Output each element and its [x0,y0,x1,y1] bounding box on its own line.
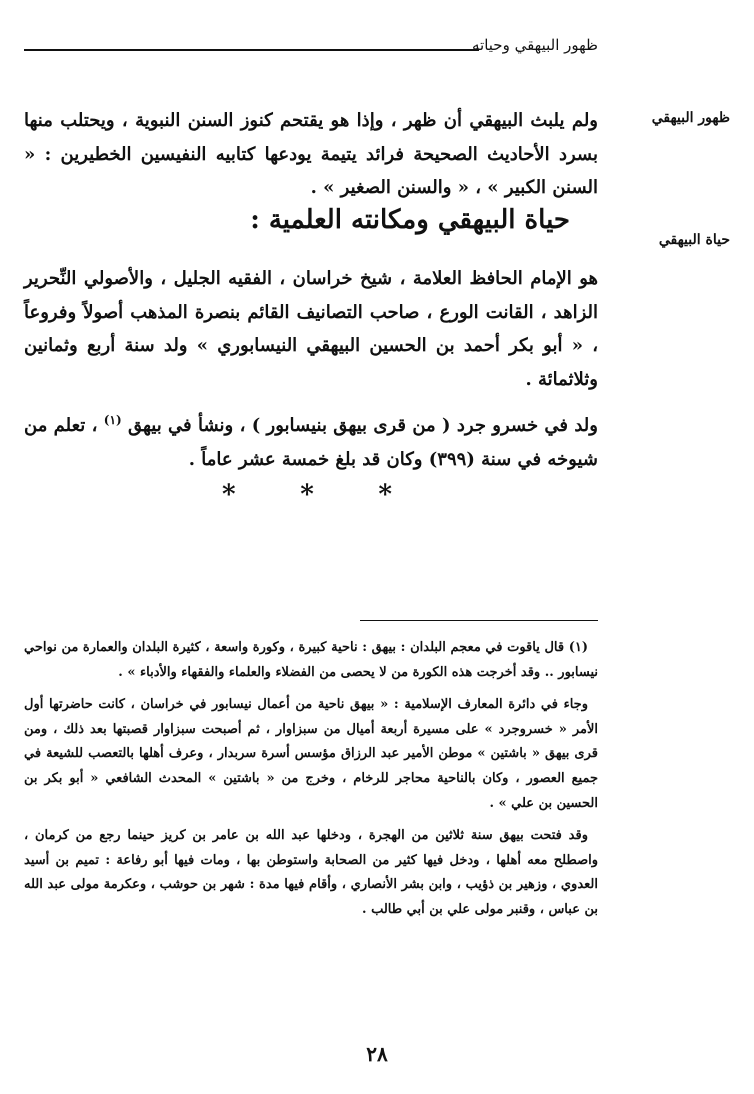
life-paragraph-2 [24,404,598,476]
footnote-reference: (١) [103,413,122,427]
life-paragraph-2-end: ، تعلم من شيوخه في سنة (٣٩٩) وكان قد بلغ خمسة عشر عاماً . [24,415,598,470]
footnote-1-continued: وجاء في دائرة المعارف الإسلامية : « بيهق ناحية من أعمال نيسابور في خراسان ، كانت حاضرتها أول الأمر « خسروجرد » على مسيرة أربعة أميال من سبزاوار ، ثم أصبحت سبزاوار قصبتها بعد ذلك ، ومن قرى بيهق « باشتين » موطن الأمير عبد الرزاق مؤسس أسرة سربدار ، وعرف أهلها بالتعصب للشيعة في جميع العصور ، وكان بالناحية محاجر للرخام ، وخرج من « باشتين » المحدث الشافعي « أبو بكر بن الحسين بن علي » . [24,697,598,811]
life-paragraph-1: هو الإمام الحافظ العلامة ، شيخ خراسان ، الفقيه الجليل ، والأصولي النِّحرير الزاهد ، القانت الورع ، صاحب التصانيف القائم بنصرة المذهب أصولاً وفروعاً ، « أبو بكر أحمد بن الحسين البيهقي النيسابوري » ولد سنة أربع وثمانين وثلاثمائة . [24,268,599,390]
life-section [24,262,598,476]
running-header-title: ظهور البيهقي وحياته [471,36,598,54]
footnotes [24,636,598,931]
header-rule [24,49,479,51]
section-separator [222,480,392,510]
appearance-section [24,104,598,205]
footnote-1: (١) قال ياقوت في معجم البلدان : بيهق : ناحية كبيرة ، وكورة واسعة ، كثيرة البلدان والعمارة من نواحي نيسابور .. وقد أخرجت هذه الكورة من لا يحصى من الفضلاء والعلماء والفقهاء والأدباء » . [24,640,598,680]
appearance-paragraph: ولم يلبث البيهقي أن ظهر ، وإذا هو يقتحم كنوز السنن النبوية ، ويحتلب منها بسرد الأحاديث الصحيحة فرائد يتيمة يودعها كتابيه النفيسين الخطيرين : « السنن الكبير » ، « والسنن الصغير » . [24,110,598,198]
margin-note-life: حياة البيهقي [658,232,730,248]
life-paragraph-2-start: ولد في خسرو جرد ( من قرى بيهق بنيسابور ) ، ونشأ في بيهق [127,415,598,436]
separator-star: * [300,480,314,510]
footnote-rule [360,620,598,621]
running-header [24,36,598,60]
margin-note-appearance: ظهور البيهقي [651,110,730,126]
separator-star: * [222,480,236,510]
footnote-1-final: وقد فتحت بيهق سنة ثلاثين من الهجرة ، ودخلها عبد الله بن عامر بن كريز حينما رجع من كرمان ، واصطلح معه أهلها ، ودخل فيها كثير من الصحابة واستوطن بها ، ومات فيها أبو رفاعة : تميم بن أسيد العدوي ، وزهير بن ذؤيب ، وابن بشر الأنصاري ، وأقام فيها مدة : شهر بن حوشب ، وعكرمة مولى عبد الله بن عباس ، وقنبر مولى علي بن أبي طالب . [24,828,598,917]
separator-star: * [378,480,392,510]
section-heading: حياة البيهقي ومكانته العلمية : [250,205,570,235]
page-number: ٢٨ [366,1042,388,1066]
